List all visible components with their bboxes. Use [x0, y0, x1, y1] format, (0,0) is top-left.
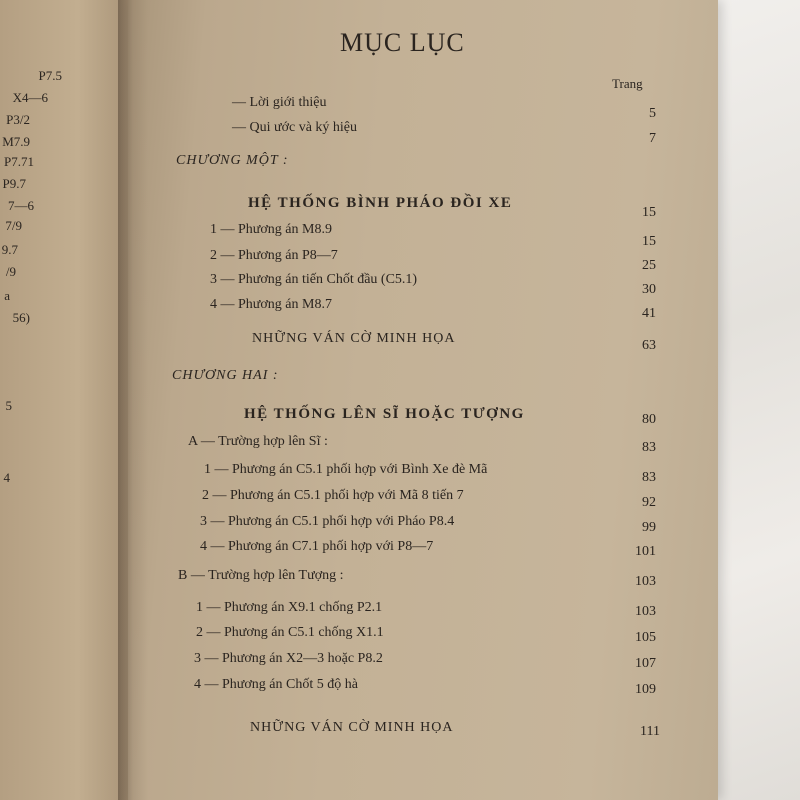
left-page-text: /9	[5, 264, 16, 279]
toc-page-number: 15	[642, 205, 656, 220]
toc-entry: 3 — Phương án X2—3 hoặc P8.2	[194, 651, 383, 666]
toc-page-number: 103	[635, 574, 656, 589]
toc-page-number: 83	[642, 470, 656, 485]
left-page-text: 7/9	[5, 218, 22, 233]
toc-entry: 1 — Phương án C5.1 phối hợp với Bình Xe đè Mã	[204, 462, 488, 477]
left-page-text: 7—6	[8, 198, 34, 213]
left-page-text: 9.7	[1, 242, 18, 257]
left-page-text: 4	[3, 470, 10, 485]
toc-page-number: 111	[640, 724, 660, 739]
toc-entry: 1 — Phương án X9.1 chống P2.1	[196, 600, 383, 615]
left-page-text: 56)	[12, 310, 30, 325]
marble-background	[710, 0, 800, 800]
toc-page-number: 7	[649, 131, 656, 146]
toc-page-number: 63	[642, 338, 656, 353]
toc-title: MỤC LỤC	[340, 28, 465, 57]
chapter-label: CHƯƠNG MỘT :	[176, 153, 289, 168]
toc-page-number: 107	[635, 656, 656, 671]
page-column-header: Trang	[612, 76, 643, 91]
toc-page-number: 41	[642, 306, 656, 321]
toc-page-number: 5	[649, 106, 656, 121]
toc-entry: 4 — Phương án C7.1 phối hợp với P8—7	[200, 539, 434, 554]
toc-section: B — Trường hợp lên Tượng :	[178, 568, 344, 583]
book-spine	[118, 0, 148, 800]
chapter-label: CHƯƠNG HAI :	[172, 368, 279, 383]
left-page-text: P7.71	[4, 154, 34, 169]
toc-page-number: 25	[642, 258, 656, 273]
toc-entry-conventions: — Qui ước và ký hiệu	[232, 120, 358, 135]
toc-entry: 2 — Phương án P8—7	[210, 248, 338, 263]
left-page	[0, 0, 130, 800]
toc-page-number: 105	[635, 630, 656, 645]
left-page-text: P9.7	[2, 176, 26, 191]
toc-entry: 1 — Phương án M8.9	[210, 222, 332, 237]
chapter-heading: HỆ THỐNG BÌNH PHÁO ĐỒI XE	[248, 195, 513, 211]
toc-section: A — Trường hợp lên Sĩ :	[188, 434, 328, 449]
toc-page-number: 103	[635, 604, 656, 619]
left-page-text: a	[4, 288, 10, 303]
toc-entry: 4 — Phương án Chốt 5 độ hà	[194, 677, 358, 692]
toc-entry: 2 — Phương án C5.1 phối hợp với Mã 8 tiến 7	[202, 488, 464, 503]
toc-page-number: 30	[642, 282, 656, 297]
toc-page-number: 101	[635, 544, 656, 559]
toc-entry: 4 — Phương án M8.7	[210, 297, 332, 312]
toc-entry-intro: — Lời giới thiệu	[232, 95, 327, 110]
illustrated-games-heading: NHỮNG VÁN CỜ MINH HỌA	[250, 720, 454, 735]
toc-entry: 3 — Phương án C5.1 phối hợp với Pháo P8.4	[200, 514, 455, 529]
toc-page-number: 92	[642, 495, 656, 510]
toc-page-number: 15	[642, 234, 656, 249]
left-page-text: M7.9	[2, 134, 30, 149]
chapter-heading: HỆ THỐNG LÊN SĨ HOẶC TƯỢNG	[244, 406, 525, 422]
toc-page-number: 83	[642, 440, 656, 455]
toc-entry: 3 — Phương án tiến Chốt đầu (C5.1)	[210, 272, 418, 287]
toc-page-number: 109	[635, 682, 656, 697]
left-page-text: P3/2	[6, 112, 30, 127]
left-page-text: P7.5	[38, 68, 62, 83]
toc-page-number: 80	[642, 412, 656, 427]
illustrated-games-heading: NHỮNG VÁN CỜ MINH HỌA	[252, 331, 456, 346]
toc-page-number: 99	[642, 520, 656, 535]
left-page-text: 5	[5, 398, 12, 413]
left-page-text: X4—6	[12, 90, 48, 105]
toc-entry: 2 — Phương án C5.1 chống X1.1	[196, 625, 384, 640]
